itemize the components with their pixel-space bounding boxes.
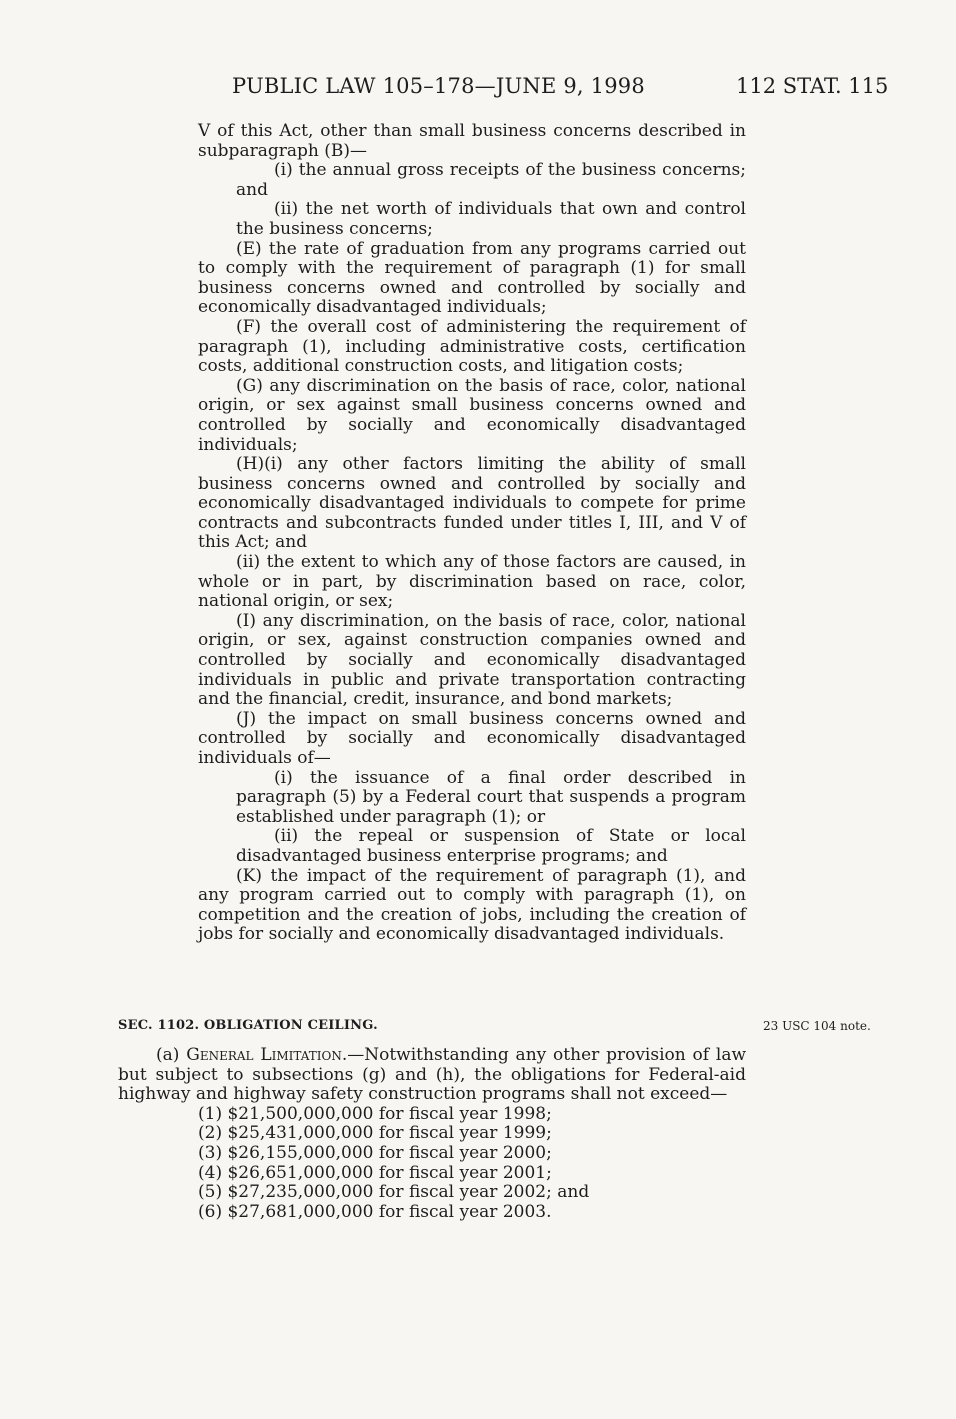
paragraph: (ii) the net worth of individuals that own and control the business concerns;: [236, 199, 746, 239]
paragraph: (J) the impact on small business concerns owned and controlled by socially and economically disadvantaged individuals of—: [198, 708, 746, 768]
list-item: (1) $21,500,000,000 for fiscal year 1998;: [198, 1103, 552, 1124]
list-item: (6) $27,681,000,000 for fiscal year 2003.: [198, 1201, 552, 1222]
paragraph: (I) any discrimination, on the basis of race, color, national origin, or sex, against construction companies owned and controlled by socially and economically disadvantaged individuals in public and private transportation contracting and the financial, credit, insurance, and bond markets;: [198, 610, 746, 710]
list-item: (3) $26,155,000,000 for fiscal year 2000;: [198, 1142, 552, 1163]
fiscal-year-list: [118, 1105, 746, 1223]
page-header: [0, 74, 956, 104]
subsection-label: (a): [156, 1045, 187, 1065]
paragraph: (i) the annual gross receipts of the business concerns; and: [236, 160, 746, 200]
subsection-title: General Limitation: [186, 1045, 342, 1065]
running-title: PUBLIC LAW 105–178—JUNE 9, 1998: [232, 74, 645, 98]
statute-page-number: 112 STAT. 115: [736, 74, 889, 98]
paragraph: (K) the impact of the requirement of paragraph (1), and any program carried out to comply with paragraph (1), on competition and the creation of jobs, including the creation of jobs for socially and economically disadvantaged individuals.: [198, 865, 746, 945]
section-text: [118, 1046, 746, 1222]
paragraph: (E) the rate of graduation from any programs carried out to comply with the requirement of paragraph (1) for small business concerns owned and controlled by socially and economically disadvantaged individuals;: [198, 238, 746, 318]
margin-note: 23 USC 104 note.: [763, 1019, 871, 1033]
paragraph: (G) any discrimination on the basis of race, color, national origin, or sex against small business concerns owned and controlled by socially and economically disadvantaged individuals;: [198, 375, 746, 455]
subsection-text: .—Notwithstanding any other provision of law but subject to subsections (g) and (h), the obligations for Federal-aid highway and highway safety construction programs shall not exceed—: [118, 1045, 747, 1105]
paragraph: (H)(i) any other factors limiting the ability of small business concerns owned and controlled by socially and economically disadvantaged individuals to compete for prime contracts and subcontracts funded under titles I, III, and V of this Act; and: [198, 454, 746, 553]
list-item: (2) $25,431,000,000 for fiscal year 1999;: [198, 1123, 552, 1144]
paragraph: (i) the issuance of a final order described in paragraph (5) by a Federal court that suspends a program established under paragraph (1); or: [236, 767, 746, 827]
paragraph: (F) the overall cost of administering the requirement of paragraph (1), including administrative costs, certification costs, additional construction costs, and litigation costs;: [198, 316, 746, 377]
list-item: (4) $26,651,000,000 for fiscal year 2001;: [198, 1162, 552, 1183]
paragraph: V of this Act, other than small business concerns described in subparagraph (B)—: [198, 121, 746, 161]
subsection-a: [118, 1046, 746, 1105]
paragraph: (ii) the extent to which any of those factors are caused, in whole or in part, by discrimination based on race, color, national origin, or sex;: [198, 552, 746, 612]
list-item: (5) $27,235,000,000 for fiscal year 2002; and: [198, 1182, 590, 1203]
paragraph: (ii) the repeal or suspension of State or local disadvantaged business enterprise programs; and: [236, 826, 746, 866]
section-heading: SEC. 1102. OBLIGATION CEILING.: [118, 1018, 378, 1033]
body-text: [198, 122, 746, 945]
